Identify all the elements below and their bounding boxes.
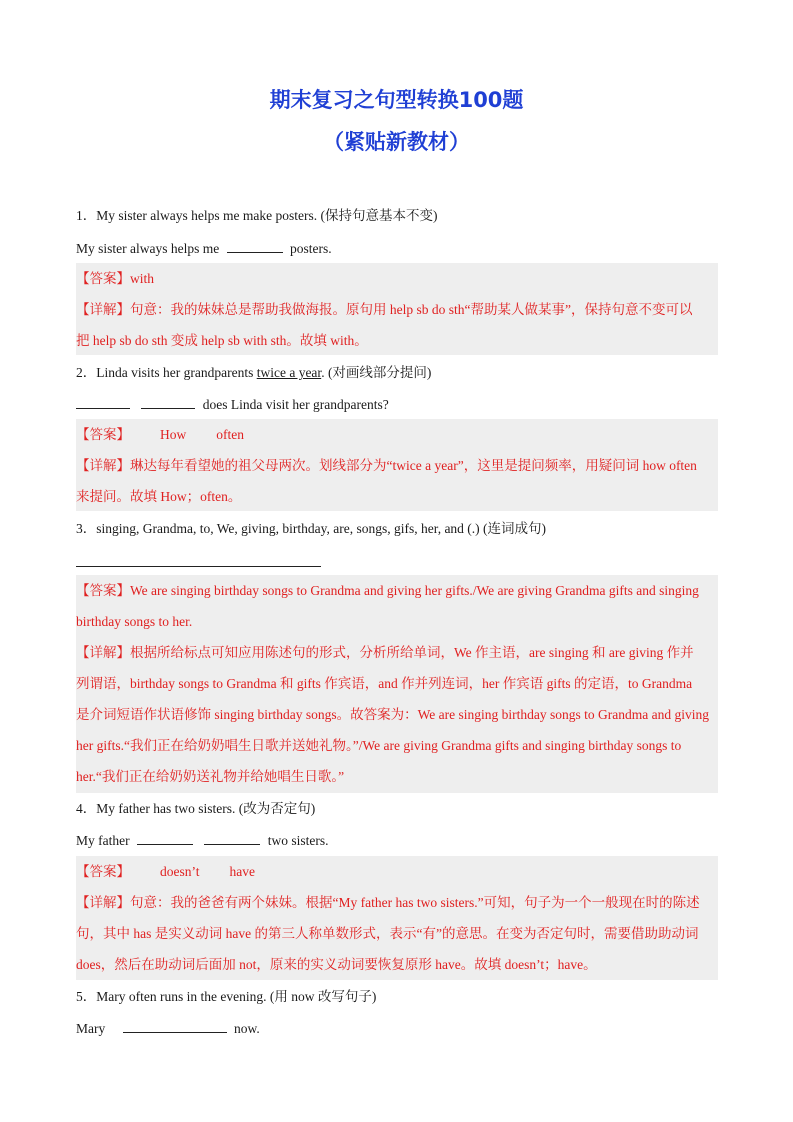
- explanation-4-line-1: 【详解】句意：我的爸爸有两个妹妹。根据“My father has two sisters.”可知，句子为一个一般现在时的陈述: [76, 895, 700, 910]
- answer-3-line-2: birthday songs to her.: [76, 614, 193, 629]
- answer-4: [76, 862, 718, 882]
- explanation-3-line-2: 列谓语，birthday songs to Grandma 和 gifts 作宾语，and 作并列连词，her 作宾语 gifts 的定语，to Grandma: [76, 676, 693, 691]
- answer-text-2: often: [216, 427, 244, 442]
- explanation-3-line-5: her.“我们正在给奶奶送礼物并给她唱生日歌。”: [76, 769, 345, 784]
- answer-blank[interactable]: [76, 394, 130, 409]
- answer-text-2: have: [229, 864, 255, 879]
- question-1: 1．My sister always helps me make posters. (保持句意基本不变): [76, 208, 438, 223]
- answer-3-line-1: 【答案】We are singing birthday songs to Grandma and giving her gifts./We are giving Grandma gifts and singing: [76, 583, 699, 598]
- underlined-phrase: twice a year: [256, 365, 322, 380]
- answer-tag: 【答案】: [76, 271, 130, 286]
- question-5: 5．Mary often runs in the evening. (用 now 改写句子): [76, 989, 377, 1004]
- answer-tag: 【答案】: [76, 427, 130, 442]
- explanation-4-line-2: 句，其中 has 是实义动词 have 的第三人称单数形式，表示“有”的意思。在变为否定句时，需要借助助动词: [76, 926, 699, 941]
- answer-text-1: How: [160, 427, 187, 442]
- q5-fill-prefix: Mary: [76, 1021, 106, 1036]
- answer-1: [76, 269, 718, 289]
- answer-blank[interactable]: [204, 830, 260, 845]
- question-3: 3．singing, Grandma, to, We, giving, birthday, are, songs, gifs, her, and (.) (连词成句): [76, 521, 547, 536]
- explanation-1-line-2: 把 help sb do sth 变成 help sb with sth。故填 with。: [76, 333, 368, 348]
- q4-fill-prefix: My father: [76, 833, 130, 848]
- question-4-fill: [76, 830, 718, 851]
- explanation-2-line-1: 【详解】琳达每年看望她的祖父母两次。划线部分为“twice a year”，这里是提问频率，用疑问词 how often: [76, 458, 697, 473]
- q1-fill-prefix: My sister always helps me: [76, 241, 220, 256]
- explanation-2-line-2: 来提问。故填 How；often。: [76, 489, 242, 504]
- q2-fill-text: does Linda visit her grandparents?: [202, 397, 389, 412]
- answer-blank[interactable]: [123, 1018, 227, 1033]
- answer-blank[interactable]: [227, 238, 283, 253]
- answer-text: with: [130, 271, 155, 286]
- question-1-fill: [76, 238, 718, 259]
- answer-blank[interactable]: [137, 830, 193, 845]
- explanation-4-line-3: does，然后在助动词后面加 not，原来的实义动词要恢复原形 have。故填 doesn’t；have。: [76, 957, 597, 972]
- question-2-text-a: 2．Linda visits her grandparents: [76, 365, 257, 380]
- explanation-3-line-3: 是介词短语作状语修饰 singing birthday songs。故答案为：We are singing birthday songs to Grandma and giving: [76, 707, 709, 722]
- question-2-text-b: . (对画线部分提问): [321, 365, 432, 380]
- q4-fill-suffix: two sisters.: [267, 833, 329, 848]
- question-5-fill: [76, 1018, 718, 1039]
- q1-fill-suffix: posters.: [289, 241, 332, 256]
- page-subtitle: （紧贴新教材）: [323, 130, 470, 154]
- explanation-1-line-1: 【详解】句意：我的妹妹总是帮助我做海报。原句用 help sb do sth“帮助某人做某事”，保持句意不变可以: [76, 302, 693, 317]
- question-2-fill: [76, 394, 718, 415]
- question-4: 4．My father has two sisters. (改为否定句): [76, 801, 316, 816]
- page-title: 期末复习之句型转换100题: [269, 88, 524, 112]
- explanation-3-line-4: her gifts.“我们正在给奶奶唱生日歌并送她礼物。”/We are giving Grandma gifts and singing birthday songs to: [76, 738, 682, 753]
- answer-line[interactable]: [76, 566, 321, 567]
- q5-fill-suffix: now.: [234, 1021, 260, 1036]
- answer-blank[interactable]: [141, 394, 195, 409]
- explanation-3-line-1: 【详解】根据所给标点可知应用陈述句的形式，分析所给单词，We 作主语，are singing 和 are giving 作并: [76, 645, 694, 660]
- answer-tag: 【答案】: [76, 864, 130, 879]
- question-2: [76, 363, 718, 383]
- answer-2: [76, 425, 718, 445]
- answer-text-1: doesn’t: [160, 864, 200, 879]
